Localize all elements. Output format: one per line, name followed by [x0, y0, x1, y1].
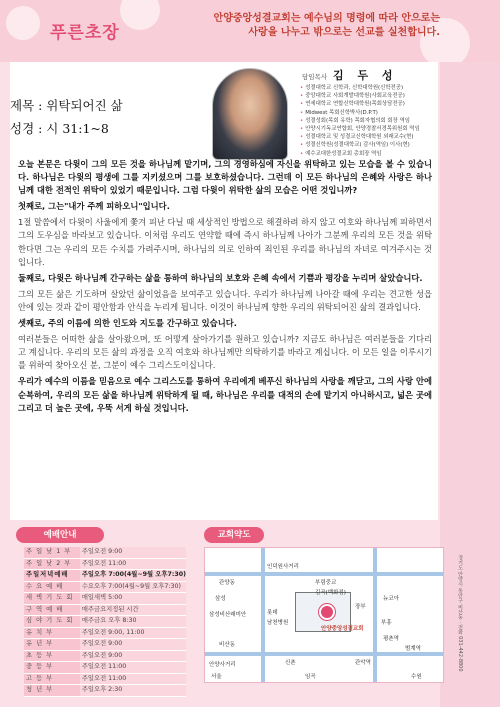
blossom-decoration — [6, 6, 40, 40]
sermon-intro: 오늘 본문은 다윗이 그의 모든 것을 하나님께 맡기며, 그의 경영하심에 자신을 위탁하고 있는 모습을 볼 수 있습니다. 하나님은 다윗의 평생에 그를 지키셨으며 그를 보호하셨습니다. 그런데 이 모든 하나님의 은혜와 사랑은 하나님께 대한 전적인 위탁이 있었기 때문입니다. 그럼 다윗이 위탁한 삶의 모습은 어떤 것입니까? — [18, 159, 432, 196]
map-label: 삼성비산래미안 — [209, 612, 247, 618]
point-heading-2: 둘째로, 다윗은 하나님께 간구하는 삶을 통하여 하나님의 보호와 은혜 속에서 기쁨과 평강을 누리며 살았습니다. — [18, 272, 423, 283]
map-label-church: 안양중앙성결교회 — [321, 626, 364, 632]
table-row: 초 등 부 주일오전 9:00 — [24, 650, 186, 662]
map-label: 남천병원 — [267, 620, 289, 626]
cv-item: • 성결신학원(성결대학교) 감사(역임) 이사(현) — [300, 141, 440, 149]
cv-item: • 연세대학교 연합신학대학원(목회상담전공) — [300, 100, 440, 108]
map-road — [205, 652, 443, 656]
map-label: 비산동 — [219, 642, 235, 648]
pastor-photo — [212, 68, 288, 160]
pastor-cv-list — [300, 84, 440, 158]
table-row: 새 벽 기 도 회 매일새벽 5:00 — [24, 593, 186, 605]
map-label: 김곡(백화점) — [315, 590, 346, 596]
sermon-conclusion: 우리가 예수의 이름을 믿음으로 예수 그리스도를 통하여 우리에게 베푸신 하나님의 사랑을 깨닫고, 그의 사랑 안에 순복하여, 우리의 모든 삶을 하나님께 위탁하게 될 때, 하나님은 우리를 대적의 손에 맡기지 아니하시고, 넓은 곳에 그리고 더 높은 곳에, 우뚝 서게 하실 것입니다. — [18, 376, 432, 413]
church-marker-icon — [319, 604, 335, 620]
map-label: 인덕원사거리 — [267, 564, 299, 570]
point-heading-3: 셋째로, 주의 이름에 의한 인도와 지도를 간구하고 있습니다. — [18, 318, 237, 329]
cv-item: • 성결성회(목회 유학) 목회자협의회 회장 역임 — [300, 117, 440, 125]
header-banner — [0, 0, 500, 62]
cv-item: • 예수교대한성결교회 총회장 역임 — [300, 150, 440, 158]
map-road — [261, 548, 265, 682]
cv-item: • 중앙대학교 사회개발대학원(사회교육전공) — [300, 92, 440, 100]
map-road — [205, 572, 443, 576]
map-label: 평촌역 — [383, 636, 399, 642]
cv-item: • 안양시기독교연합회, 안양경찰서경목위원회 역임 — [300, 125, 440, 133]
pastor-name: 김 두 성 — [333, 69, 398, 82]
worship-schedule-table — [24, 547, 186, 697]
table-row: 유 치 부 주일오전 9:00, 11:00 — [24, 627, 186, 639]
table-row: 심 야 기 도 회 매주금요 오후 8:30 — [24, 616, 186, 628]
cv-item: • 성결대학교 신학과, 신학대학원(신학전공) — [300, 84, 440, 92]
table-row: 고 등 부 주일오전 11:00 — [24, 673, 186, 685]
point-text-2: 그의 모든 삶은 기도하며 살았던 삶이었음을 보여주고 있습니다. 우리가 하나님께 나아갈 때에 우리는 견고한 성읍 안에 있는 것과 같이 평안함과 안식을 누리게 됩니다. 이것이 하나님께 향한 우리의 위탁되어진 삶의 결과입니다. — [18, 288, 432, 312]
map-label: 롯데 — [267, 610, 278, 616]
worship-guide-badge: 예배안내 — [16, 527, 104, 543]
church-motto — [200, 12, 440, 40]
table-row: 수 요 예 배 수요오후 7:00(4월~9월 오후7:30) — [24, 581, 186, 593]
table-row: 주일저녁예배 주일오후 7:00(4월~9월 오후7:30) — [24, 570, 186, 582]
right-margin-strip — [440, 62, 500, 707]
table-row: 유 년 부 주일오전 9:00 — [24, 639, 186, 651]
table-row: 주 일 낮 1 부 주일오전 9:00 — [24, 547, 186, 558]
point-heading-1: 첫째로, 그는"내가 주께 피하오니"입니다. — [18, 201, 170, 212]
map-label: 뉴코아 — [383, 596, 399, 602]
map-road — [373, 548, 377, 682]
table-row: 중 등 부 주일오전 11:00 — [24, 662, 186, 674]
blossom-decoration — [120, 0, 160, 30]
table-row: 구 역 예 배 매주금요지정된 시간 — [24, 604, 186, 616]
map-label: 임곡 — [305, 674, 316, 680]
pastor-role: 담임목사 — [302, 73, 328, 81]
map-label: 신촌 — [285, 660, 296, 666]
map-label: 범계역 — [405, 646, 421, 652]
cv-item: • 성결대학교 및 성결교신학대학원 외래교수(현) — [300, 133, 440, 141]
table-row: 주 일 낮 2 부 주일오전 11:00 — [24, 558, 186, 570]
map-label: 장부 — [355, 604, 366, 610]
table-row: 청 년 부 주일오후 2:30 — [24, 685, 186, 697]
map-label: 삼성 — [215, 596, 226, 602]
cv-item: • Midwest 목회신학박사(D.P.T) — [300, 109, 440, 117]
point-text-3: 여러분들은 어떠한 삶을 살아왔으며, 또 어떻게 살아가기를 원하고 있습니까? 지금도 하나님은 여러분들을 기다리고 계십니다. 우리의 모든 삶의 과정을 오직 여호와 하나님께만 의탁하기를 바라고 계십니다. 이 모든 일을 이루시기를 위하여 찾아오신 분, 그분이 예수 그리스도이십니다. — [18, 334, 432, 371]
bulletin-title: 푸른초장 — [50, 23, 120, 43]
church-motto-line1: 안양중앙성결교회는 예수님의 명령에 따라 안으로는 — [213, 13, 440, 24]
church-map — [204, 547, 444, 683]
point-text-1: 1절 말씀에서 다윗이 사울에게 쫓겨 피난 다닐 때 세상적인 방법으로 해결하려 하지 않고 여호와 하나님께 피하면서 그의 도우심을 바라보고 있습니다. 이처럼 우리도 연약할 때에 즉시 하나님께 나아가 그분께 우리의 모든 것을 위탁한다면 그는 우리의 모든 수치를 가려주시며, 하나님의 의로 인하여 죄인된 우리를 하나님의 자녀로 여겨주시는 것입니다. — [18, 217, 432, 267]
map-badge: 교회약도 — [204, 527, 264, 543]
map-label: 관악역 — [355, 660, 371, 666]
church-motto-line2: 사랑을 나누고 밖으로는 선교를 실천합니다. — [248, 27, 440, 38]
map-label: 관양동 — [219, 580, 235, 586]
sermon-title: 제목 : 위탁되어진 삶 — [10, 98, 123, 113]
sermon-body — [18, 158, 432, 418]
church-address: 경기도 안양시 동안구 비산동 · 전화 031-442-8800 — [457, 555, 463, 672]
map-label: 부흥 — [381, 620, 392, 626]
sermon-verse: 성경 : 시 31:1~8 — [10, 121, 109, 136]
map-label: 서울 — [211, 674, 222, 680]
map-label: 부림중교 — [315, 580, 337, 586]
map-label: 수원 — [411, 674, 422, 680]
map-label: 안양사거리 — [209, 662, 236, 668]
